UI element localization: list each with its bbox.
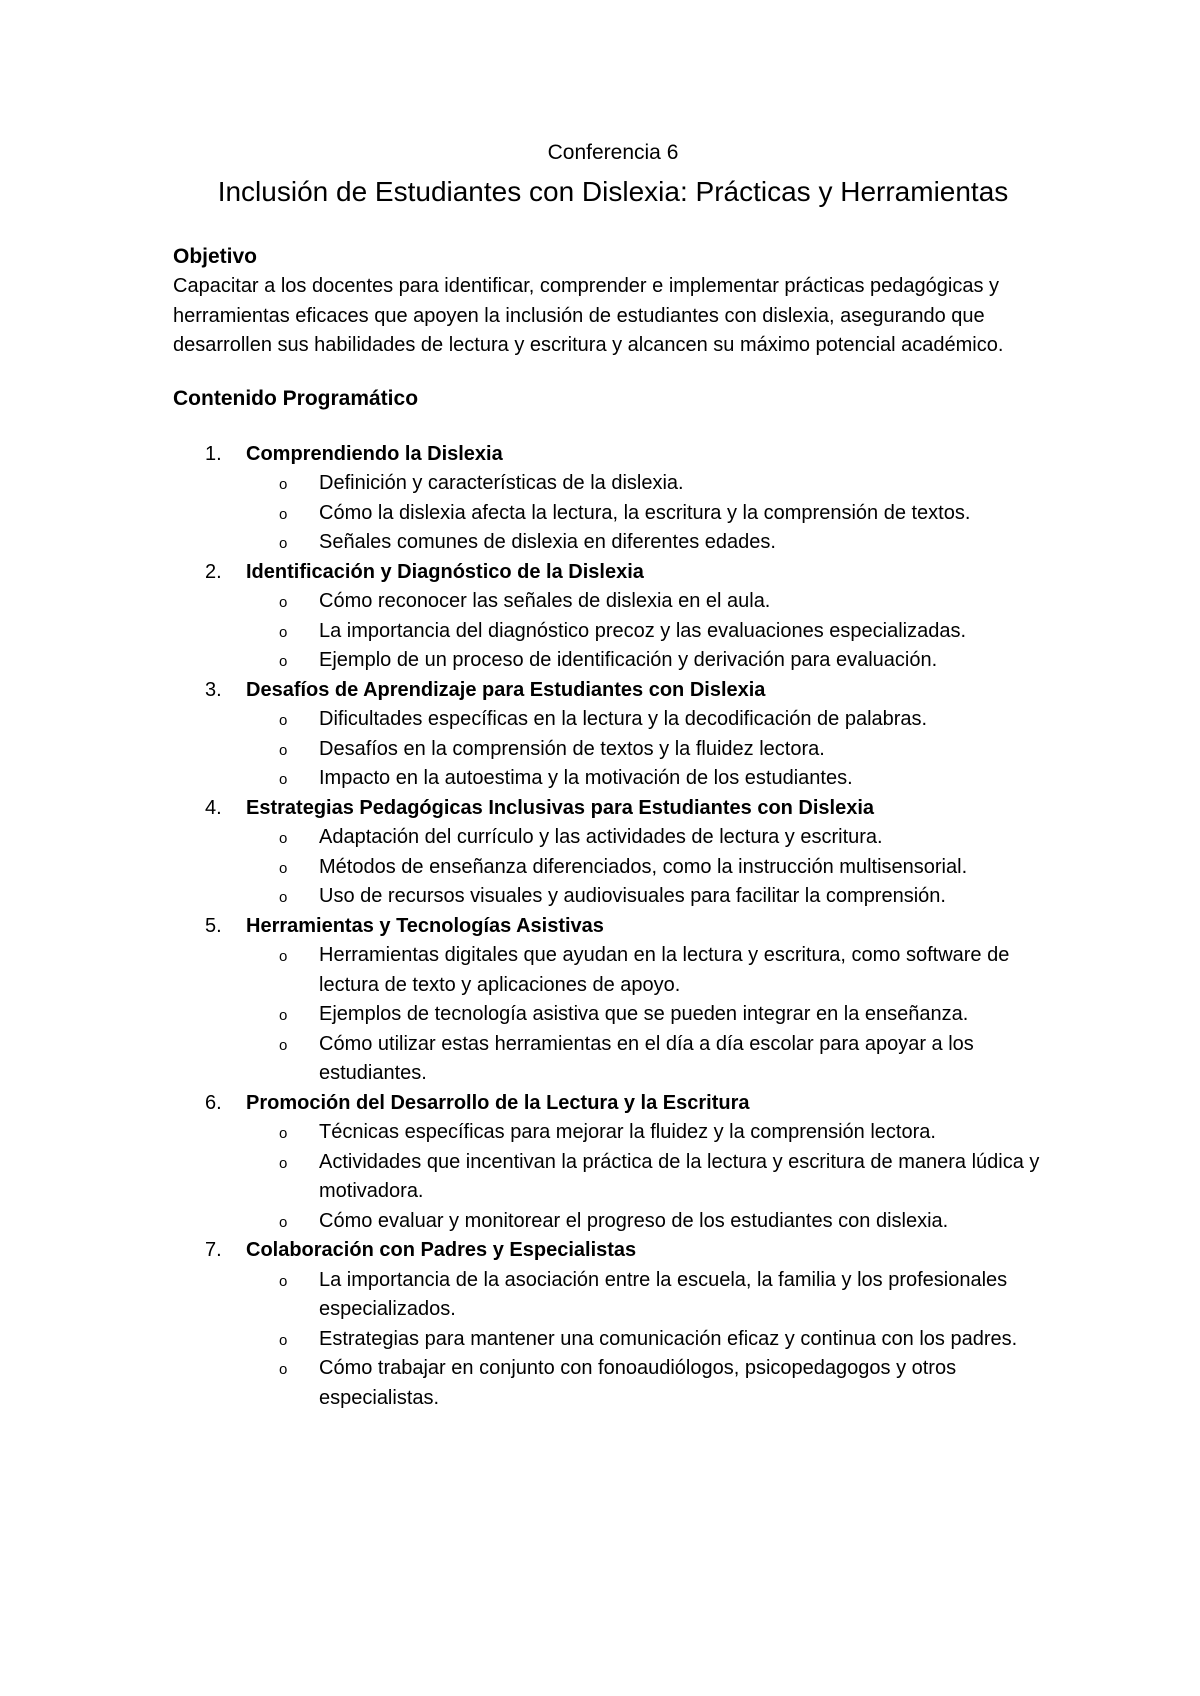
program-section: [173, 1089, 1053, 1237]
list-item: [246, 1030, 1053, 1089]
section-title: Identificación y Diagnóstico de la Dislexia: [246, 560, 644, 583]
list-item-text: Impacto en la autoestima y la motivación de los estudiantes.: [319, 767, 853, 789]
section-items-list: [246, 705, 1053, 794]
program-section: [173, 912, 1053, 1089]
list-item-text: Cómo trabajar en conjunto con fonoaudiólogos, psicopedagogos y otros especialistas.: [319, 1357, 957, 1409]
list-item-text: Cómo utilizar estas herramientas en el día a día escolar para apoyar a los estudiantes.: [319, 1032, 974, 1084]
section-title: Promoción del Desarrollo de la Lectura y la Escritura: [246, 1091, 750, 1114]
list-item: [246, 646, 1053, 676]
list-item-text: Cómo reconocer las señales de dislexia en el aula.: [319, 590, 771, 612]
document-title: Inclusión de Estudiantes con Dislexia: Prácticas y Herramientas: [217, 176, 1009, 207]
list-item: [246, 617, 1053, 647]
conference-label: Conferencia 6: [547, 141, 679, 164]
section-title: Herramientas y Tecnologías Asistivas: [246, 914, 604, 937]
list-item: [246, 1118, 1053, 1148]
section-items-list: [246, 941, 1053, 1089]
section-number: 7.: [205, 1239, 222, 1261]
list-item: [246, 469, 1053, 499]
program-section: [173, 676, 1053, 794]
bullet-icon: o: [279, 1331, 288, 1349]
section-title: Colaboración con Padres y Especialistas: [246, 1239, 637, 1261]
program-section: [173, 1236, 1053, 1413]
list-item-text: Ejemplos de tecnología asistiva que se pueden integrar en la enseñanza.: [319, 1003, 969, 1025]
section-number: 4.: [205, 796, 222, 819]
list-item: [246, 587, 1053, 617]
section-title: Desafíos de Aprendizaje para Estudiantes con Dislexia: [246, 678, 766, 701]
section-items-list: [246, 1118, 1053, 1236]
bullet-icon: o: [279, 859, 288, 877]
bullet-icon: o: [279, 1361, 288, 1378]
bullet-icon: o: [279, 1007, 288, 1024]
list-item-text: Cómo la dislexia afecta la lectura, la escritura y la comprensión de textos.: [319, 501, 971, 524]
bullet-icon: o: [279, 594, 288, 611]
list-item: [246, 1148, 1053, 1207]
bullet-icon: o: [279, 712, 288, 729]
list-item-text: La importancia del diagnóstico precoz y las evaluaciones especializadas.: [319, 619, 967, 642]
list-item: [246, 941, 1053, 1000]
list-item: [246, 853, 1053, 883]
section-items-list: [246, 587, 1053, 676]
bullet-icon: o: [279, 741, 288, 759]
list-item: [246, 1354, 1053, 1413]
list-item-text: Técnicas específicas para mejorar la fluidez y la comprensión lectora.: [319, 1121, 936, 1143]
section-number: 5.: [205, 914, 222, 937]
section-title: Comprendiendo la Dislexia: [246, 442, 503, 465]
list-item-text: La importancia de la asociación entre la escuela, la familia y los profesionales especializados.: [319, 1268, 1008, 1320]
section-items-list: [246, 823, 1053, 912]
section-title: Estrategias Pedagógicas Inclusivas para Estudiantes con Dislexia: [246, 796, 875, 819]
program-section: [173, 558, 1053, 676]
bullet-icon: o: [279, 1154, 288, 1172]
list-item: [246, 1207, 1053, 1237]
list-item: [246, 1266, 1053, 1325]
list-item: [246, 499, 1053, 529]
objective-text: Capacitar a los docentes para identificar, comprender e implementar prácticas pedagógicas y herramientas eficaces que apoyen la inclusión de estudiantes con dislexia, asegurando que desarrollen sus habilidades de lectura y escritura y alcancen su máximo potencial académico.: [173, 275, 1004, 356]
objective-heading: Objetivo: [173, 245, 258, 268]
list-item: [246, 882, 1053, 912]
section-number: 6.: [205, 1091, 222, 1114]
bullet-icon: o: [279, 948, 288, 965]
list-item-text: Actividades que incentivan la práctica de la lectura y escritura de manera lúdica y motivadora.: [319, 1150, 1040, 1202]
program-section: [173, 794, 1053, 912]
list-item-text: Uso de recursos visuales y audiovisuales para facilitar la comprensión.: [319, 885, 946, 907]
list-item: [246, 735, 1053, 765]
list-item-text: Ejemplo de un proceso de identificación y derivación para evaluación.: [319, 649, 938, 671]
bullet-icon: o: [279, 653, 288, 670]
section-items-list: [246, 1266, 1053, 1414]
program-sections-list: [173, 440, 1053, 1414]
list-item: [246, 1325, 1053, 1355]
section-number: 2.: [205, 560, 222, 583]
list-item-text: Definición y características de la dislexia.: [319, 472, 684, 494]
bullet-icon: o: [279, 830, 288, 847]
section-items-list: [246, 469, 1053, 558]
list-item: [246, 823, 1053, 853]
bullet-icon: o: [279, 623, 288, 641]
bullet-icon: o: [279, 771, 288, 788]
bullet-icon: o: [279, 535, 288, 552]
list-item-text: Adaptación del currículo y las actividades de lectura y escritura.: [319, 826, 883, 848]
program-section: [173, 440, 1053, 558]
list-item-text: Desafíos en la comprensión de textos y la fluidez lectora.: [319, 737, 825, 760]
bullet-icon: o: [279, 505, 288, 523]
list-item-text: Señales comunes de dislexia en diferentes edades.: [319, 531, 776, 553]
list-item-text: Herramientas digitales que ayudan en la lectura y escritura, como software de lectura de texto y aplicaciones de apoyo.: [319, 944, 1010, 996]
section-number: 3.: [205, 678, 222, 701]
bullet-icon: o: [279, 889, 288, 906]
list-item: [246, 528, 1053, 558]
list-item-text: Estrategias para mantener una comunicación eficaz y continua con los padres.: [319, 1327, 1018, 1350]
bullet-icon: o: [279, 1125, 288, 1142]
list-item-text: Cómo evaluar y monitorear el progreso de los estudiantes con dislexia.: [319, 1209, 949, 1232]
bullet-icon: o: [279, 1036, 288, 1054]
document-content: [173, 138, 1053, 1413]
section-number: 1.: [205, 442, 222, 465]
bullet-icon: o: [279, 1213, 288, 1231]
list-item-text: Métodos de enseñanza diferenciados, como la instrucción multisensorial.: [319, 855, 968, 878]
list-item: [246, 705, 1053, 735]
bullet-icon: o: [279, 476, 288, 493]
program-heading: Contenido Programático: [173, 386, 419, 410]
list-item: [246, 1000, 1053, 1030]
list-item: [246, 764, 1053, 794]
bullet-icon: o: [279, 1272, 288, 1290]
list-item-text: Dificultades específicas en la lectura y la decodificación de palabras.: [319, 708, 928, 730]
